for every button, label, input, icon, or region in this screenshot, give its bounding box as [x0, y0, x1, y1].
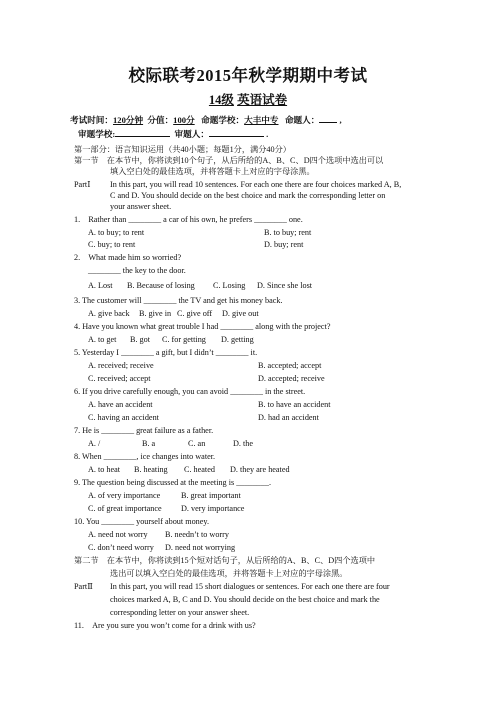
section2-part-text-2: choices marked A, B, C and D. You should decide on the best choice and mark the — [110, 595, 380, 604]
option: B. give in — [139, 309, 172, 318]
part1-header: 第一部分：语言知识运用（共40小题；每题1分，满分40分） — [74, 145, 291, 154]
option: B. to buy; rent — [264, 228, 312, 237]
option: B. to have an accident — [258, 400, 331, 409]
option: A. to buy; to rent — [88, 228, 145, 237]
option: D. need not worrying — [165, 543, 236, 552]
section2-part-label: PartⅡ — [74, 582, 93, 591]
author-blank — [319, 113, 337, 123]
option: D. had an accident — [258, 413, 319, 422]
option: A. need not worry — [88, 530, 148, 539]
section2-part-text-3: corresponding letter on your answer sheet. — [110, 608, 250, 617]
question-stem: 6. If you drive carefully enough, you can avoid ________ in the street. — [74, 387, 306, 396]
option: B. great important — [181, 491, 241, 500]
exam-subtitle — [0, 90, 496, 108]
option: A. give back — [88, 309, 130, 318]
option: A. / — [88, 439, 101, 448]
option: D. getting — [221, 335, 254, 344]
score-value: 100分 — [173, 115, 195, 125]
section1-part-text-3: your answer sheet. — [110, 202, 172, 211]
exam-meta: 考试时间：120分钟 分值：100分 命题学校：大丰中专 命题人： , 审题学校: 审题人： . — [70, 115, 342, 139]
subject-label: 英语试卷 — [237, 93, 288, 107]
school-value: 大丰中专 — [244, 115, 279, 125]
option: A. Lost — [88, 281, 113, 290]
reviewer-label: 审题人： — [174, 129, 209, 139]
question-stem: 4. Have you known what great trouble I had ________ along with the project? — [74, 322, 331, 331]
reviewer-school-blank — [115, 127, 170, 137]
option: C. Losing — [213, 281, 246, 290]
option: B. got — [130, 335, 151, 344]
option: B. a — [142, 439, 156, 448]
question-stem: 5. Yesterday I ________ a gift, but I didn’t ________ it. — [74, 348, 258, 357]
option: C. give off — [177, 309, 213, 318]
option: A. have an accident — [88, 400, 153, 409]
option: D. they are heated — [230, 465, 290, 474]
option: A. to heat — [88, 465, 121, 474]
option: D. accepted; receive — [258, 374, 325, 383]
option: A. received; receive — [88, 361, 154, 370]
grade-label: 14级 — [208, 93, 234, 107]
option: D. very importance — [181, 504, 245, 513]
option: C. for getting — [162, 335, 206, 344]
author-label: 命题人： — [284, 115, 320, 125]
reviewer-blank — [209, 127, 264, 137]
option: D. Since she lost — [257, 281, 313, 290]
option: B. Because of losing — [127, 281, 195, 290]
section2-heading: 第二节 在本节中，你将读到15个短对话句子，从后所给的A、B、C、D四个选项中 — [74, 556, 376, 565]
option: B. accepted; accept — [258, 361, 322, 370]
reviewer-school-label: 审题学校: — [78, 129, 116, 139]
question-stem: 2. What made him so worried? — [74, 253, 182, 262]
question-stem: 3. The customer will ________ the TV and get his money back. — [74, 296, 283, 305]
time-label: 考试时间： — [70, 115, 113, 125]
option: B. needn’t to worry — [165, 530, 229, 539]
option: A. to get — [88, 335, 117, 344]
section1-part-text-2: C and D. You should decide on the best choice and mark the corresponding letter on — [110, 191, 386, 200]
question-stem: 8. When ________, ice changes into water. — [74, 452, 216, 461]
section1-part-label: PartⅠ — [74, 180, 91, 189]
option: C. heated — [184, 465, 215, 474]
score-label: 分值： — [147, 115, 174, 125]
section1-heading-cont: 填入空白处的最佳选项，并将答题卡上对应的字母涂黑。 — [110, 167, 315, 176]
question-stem: 7. He is ________ great failure as a father. — [74, 426, 214, 435]
option: C. don’t need worry — [88, 543, 154, 552]
option: B. heating — [134, 465, 168, 474]
option: C. received; accept — [88, 374, 151, 383]
question-stem: 9. The question being discussed at the meeting is ________. — [74, 478, 272, 487]
section1-heading: 第一节 在本节中，你将读到10个句子，从后所给的A、B、C、D四个选项中选出可以 — [74, 156, 384, 165]
option: C. having an accident — [88, 413, 159, 422]
option: C. an — [188, 439, 206, 448]
question-stem: 10. You ________ yourself about money. — [74, 517, 210, 526]
option: C. of great importance — [88, 504, 162, 513]
question-stem-2: ________ the key to the door. — [88, 266, 186, 275]
exam-title: 校际联考2015年秋学期期中考试 — [128, 66, 368, 85]
section1-part-text-1: In this part, you will read 10 sentences. For each one there are four choices marked A, B, — [110, 180, 402, 189]
question-stem: 11. Are you sure you won’t come for a drink with us? — [74, 621, 256, 630]
option: A. of very importance — [88, 491, 161, 500]
option: D. the — [233, 439, 254, 448]
option: D. give out — [222, 309, 259, 318]
time-value: 120分钟 — [112, 115, 144, 125]
question-stem: 1. Rather than ________ a car of his own, he prefers ________ one. — [74, 215, 303, 224]
option: D. buy; rent — [264, 240, 304, 249]
section2-part-text-1: In this part, you will read 15 short dialogues or sentences. For each one there are four — [110, 582, 390, 591]
school-label: 命题学校： — [201, 115, 245, 125]
section2-heading-cont: 选出可以填入空白处的最佳选项，并将答题卡上对应的字母涂黑。 — [110, 569, 348, 578]
option: C. buy; to rent — [88, 240, 136, 249]
